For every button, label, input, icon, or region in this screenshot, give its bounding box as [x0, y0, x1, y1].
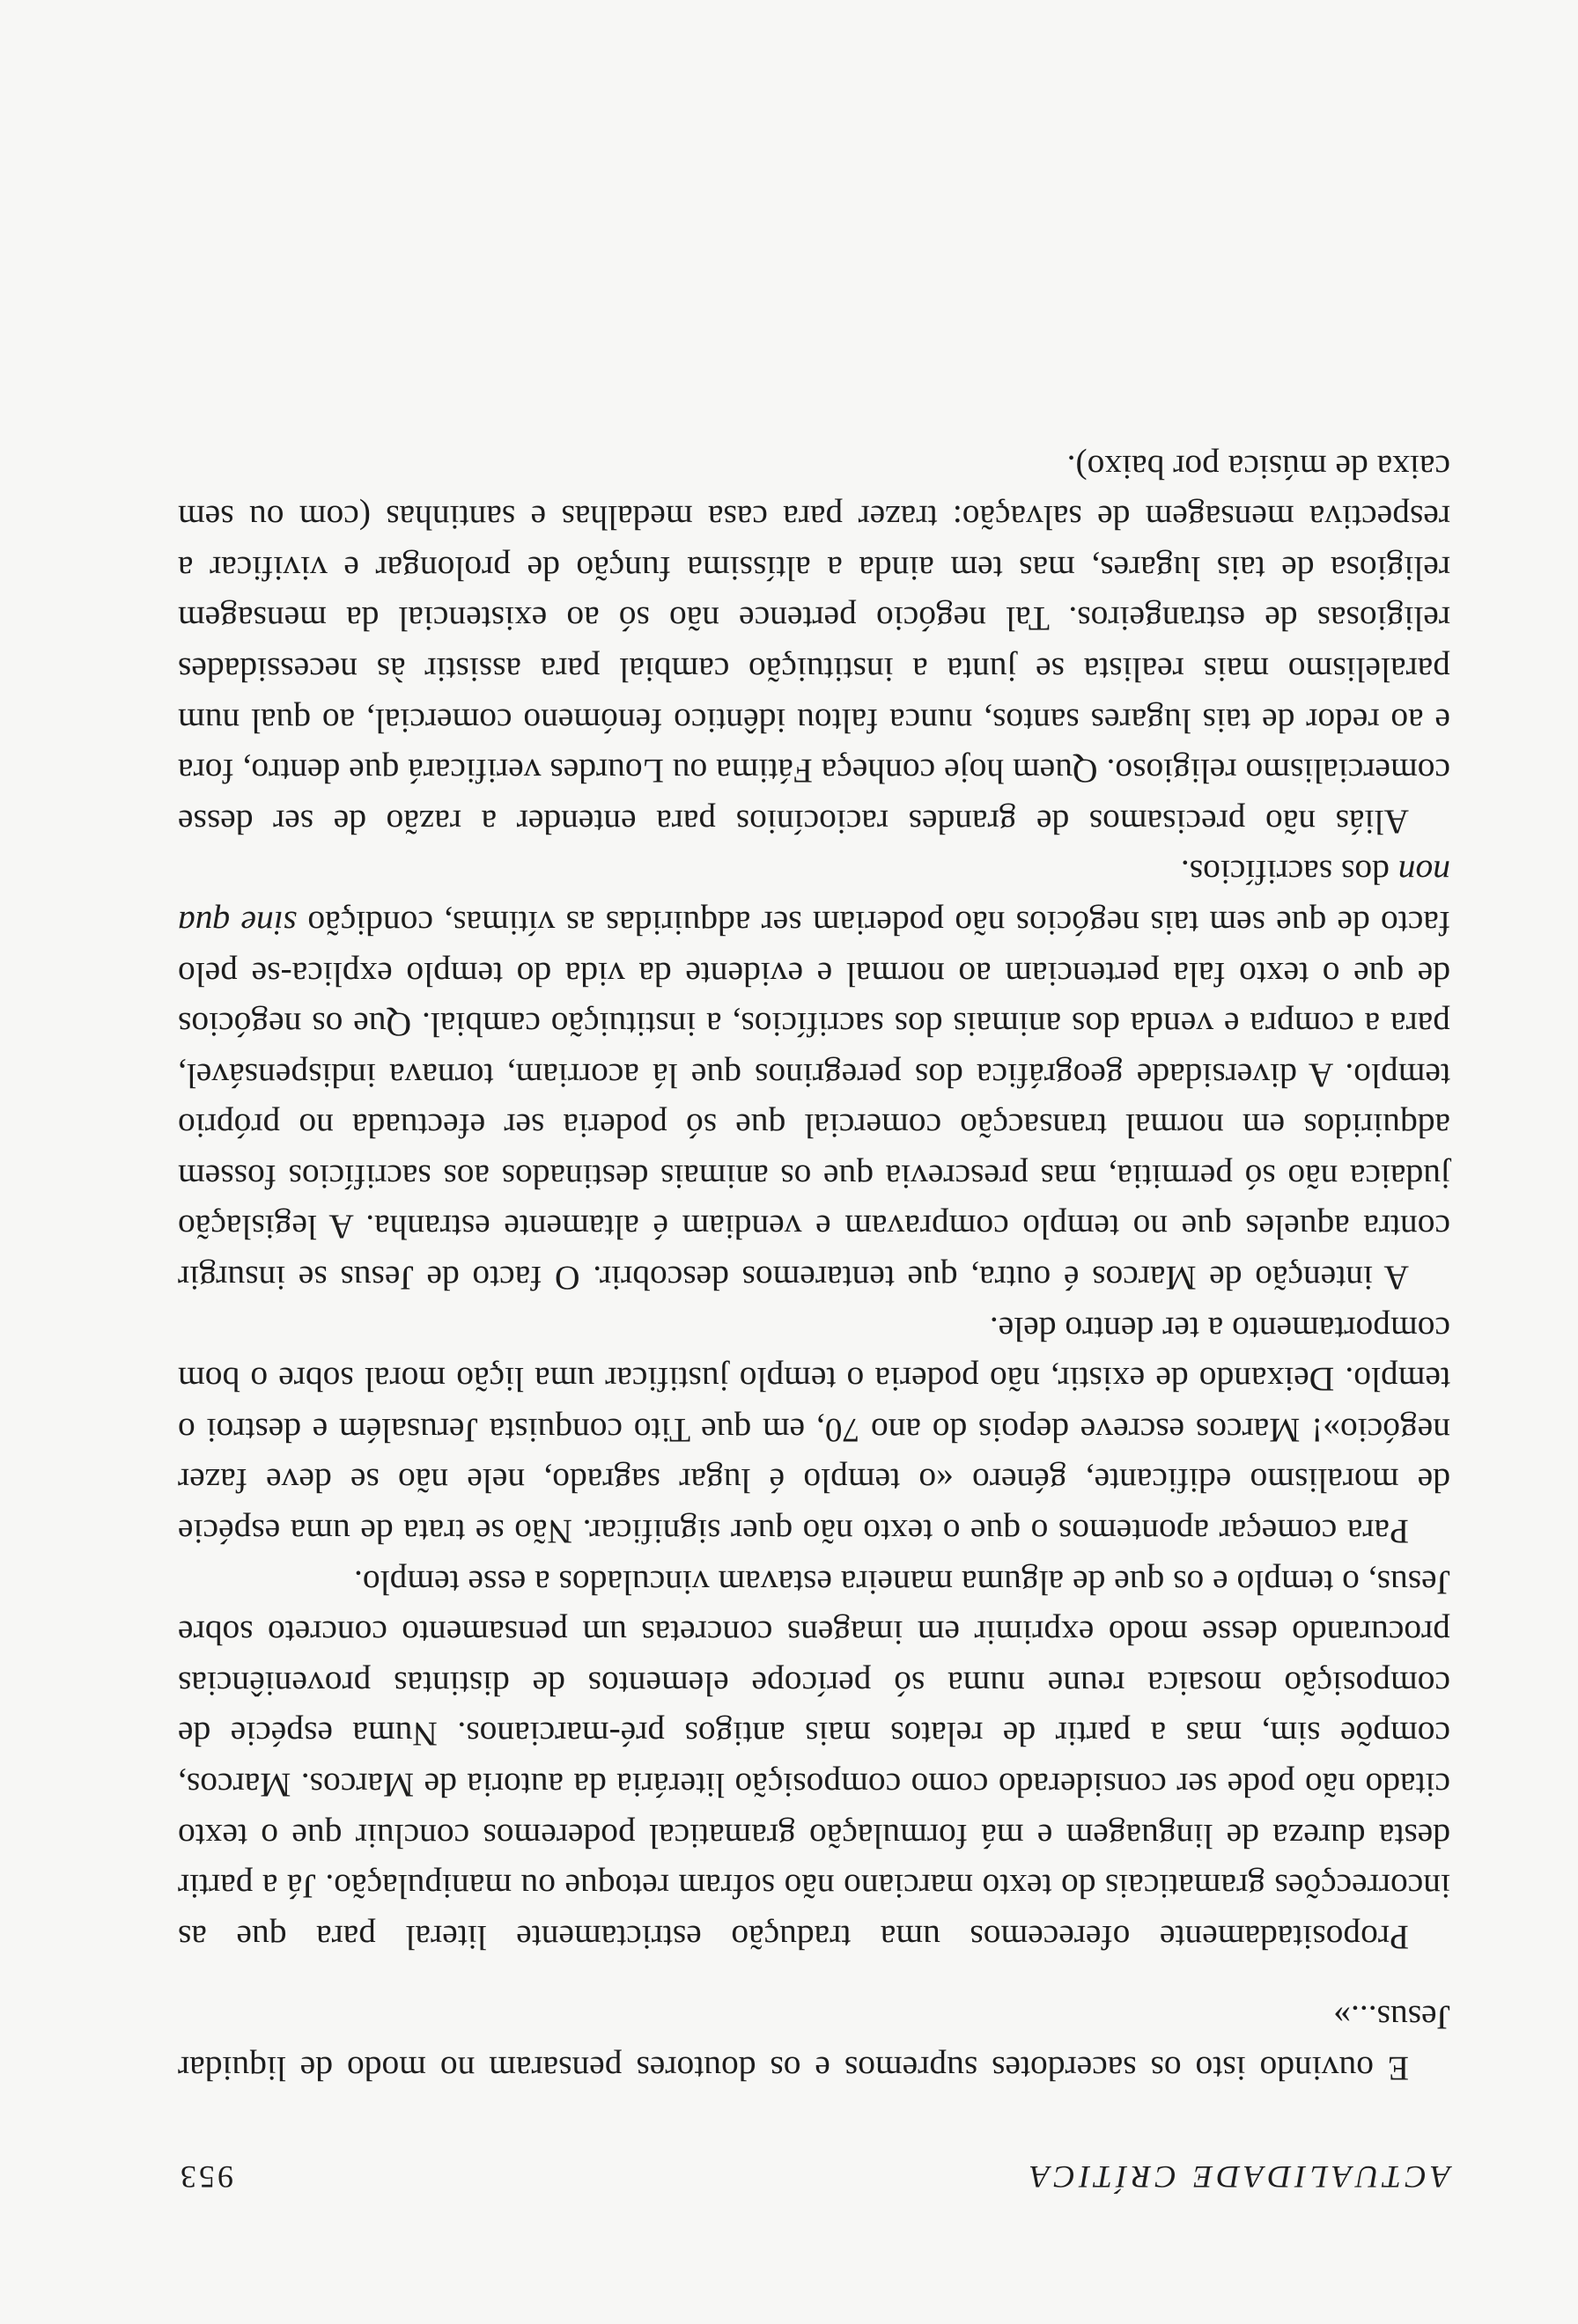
- paragraph-4: [178, 847, 1450, 1303]
- page-number: 953: [178, 2159, 233, 2195]
- text-segment: A intenção de Marcos é outra, que tentaremos descobrir. O facto de Jesus se insurgir contra aqueles que no templo compravam e vendiam é altamente estranha. A legislação judaica não só permitia, mas prescrevia que os animais destinados aos sacrifícios fossem adquiridos em normal transacção comercial que só poderia ser efectuada no próprio templo. A diversidade geográfica dos peregrinos que lá acorriam, tornava indispensável, para a compra e venda dos animais dos sacrifícios, a instituição cambial. Que os negócios de que o texto fala pertenciam ao normal e evidente da vida do templo explica-se pelo facto de que sem tais negócios não poderiam ser adquiridas as vítimas, condição: [178, 903, 1450, 1298]
- text-segment: Para começar apontemos o que o texto não quer significar. Não se trata de uma espécie de moralismo edificante, género «o templo é lugar sagrado, nele não se deve fazer negócio»! Marcos escreve depois do ano 70, em que Tito conquista Jerusalém e destroi o templo. Deixando de existir, não poderia o templo justificar uma lição moral sobre o bom comportamento a ter dentro dele.: [178, 1309, 1450, 1552]
- running-header: [178, 2143, 1450, 2195]
- running-title: ACTUALIDADE CRÍTICA: [1026, 2159, 1450, 2195]
- text-segment: Propositadamente oferecemos uma tradução estrictamente literal para que as incorrecções gramaticais do texto marciano não sofram retoque ou manipulação. Já a partir desta dureza de linguagem e má formulação gramatical poderemos concluir que o texto citado não pode ser considerado como composição literária da autoria de Marcos. Marcos, compõe sim, mas a partir de relatos mais antigos pré-marcianos. Numa espécie de composição mosaica reune numa só perícope elementos de distintas proveniências procurando desse modo exprimir em imagens concretas um pensamento concreto sobre Jesus, o templo e os que de alguma maneira estavam vinculados a esse templo.: [178, 1563, 1450, 1957]
- text-segment: dos sacrifícios.: [1180, 853, 1398, 893]
- paragraph-1: [178, 1992, 1450, 2093]
- text-segment: Aliás não precisamos de grandes raciocínios para entender a razão de ser desse comercialismo religioso. Quem hoje conheça Fátima ou Lourdes verificará que dentro, fora e ao redor de tais lugares santos, nunca faltou idêntico fenómeno comercial, ao qual num paralelismo mais realista se junta a instituição cambial para assistir às necessidades religiosas de estrangeiros. Tal negócio pertence não só ao existencial da mensagem religiosa de tais lugares, mas tem ainda a altíssima função de prolongar e vivificar a respectiva mensagem de salvação: trazer para casa medalhas e santinhas (com ou sem caixa de música por baixo).: [178, 447, 1450, 842]
- page-content: [178, 441, 1450, 2195]
- paragraph-2: [178, 1556, 1450, 1962]
- paragraph-5: [178, 441, 1450, 847]
- latin-phrase: sine qua non: [178, 853, 1450, 943]
- text-segment: E ouvindo isto os sacerdotes supremos e os doutores pensaram no modo de liquidar Jesus...»: [178, 1998, 1450, 2088]
- paragraph-3: [178, 1303, 1450, 1556]
